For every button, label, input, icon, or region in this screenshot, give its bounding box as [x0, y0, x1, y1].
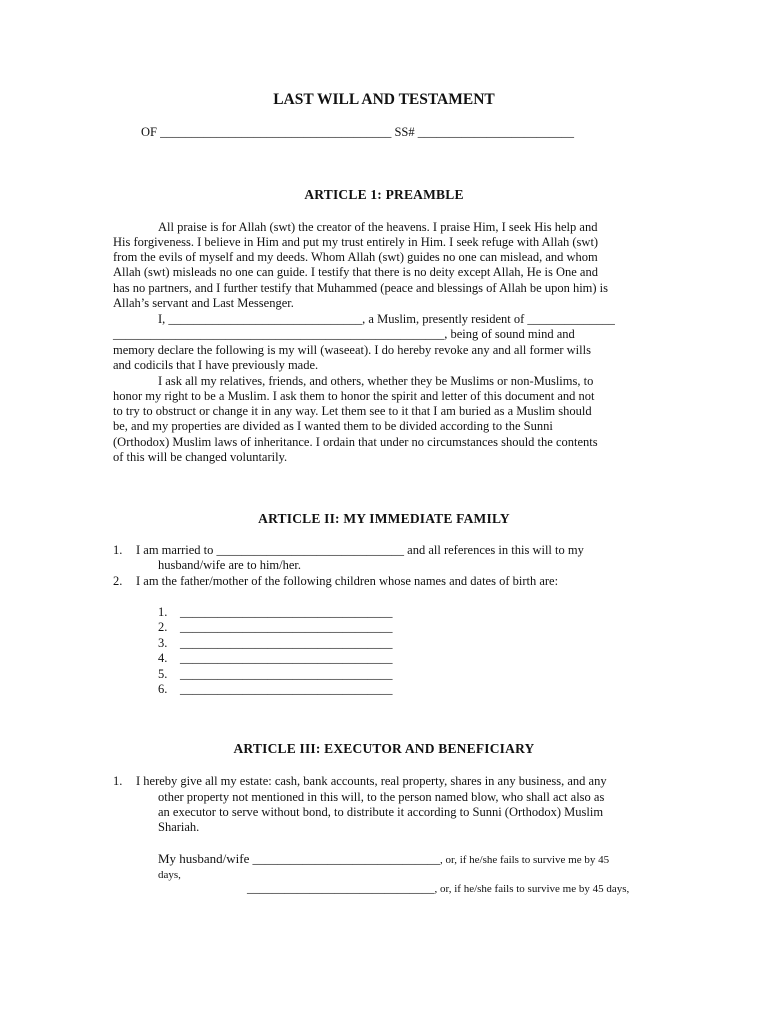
alternate-blank: ______________________________	[247, 881, 435, 895]
article2-item-text: I am married to ______________________________ and all references in this will to my	[136, 543, 584, 557]
article3-line: Shariah.	[158, 820, 200, 834]
article1-line: Allah (swt) misleads no one can guide. I testify that there is no deity except Allah, He is One and	[113, 265, 598, 279]
article3-line: an executor to serve without bond, to distribute it according to Sunni (Orthodox) Muslim	[158, 805, 604, 819]
article1-line: honor my right to be a Muslim. I ask them to honor the spirit and letter of this document and not	[113, 389, 595, 403]
article1-line: memory declare the following is my will (waseeat). I do hereby revoke any and all former wills	[113, 343, 591, 357]
child-entry-6	[158, 682, 393, 697]
article1-line: All praise is for Allah (swt) the creator of the heavens. I praise Him, I seek His help and	[158, 220, 598, 234]
child-entry-1	[158, 605, 393, 620]
child-number: 2.	[158, 620, 168, 634]
article1-line: I, _______________________________, a Muslim, presently resident of ______________	[158, 312, 615, 326]
child-number: 5.	[158, 667, 168, 681]
document-title: LAST WILL AND TESTAMENT	[273, 91, 495, 108]
article2-item-text: I am the father/mother of the following children whose names and dates of birth are:	[136, 574, 559, 588]
article1-line: His forgiveness. I believe in Him and put my trust entirely in Him. I seek refuge with Allah (swt)	[113, 235, 599, 249]
article1-line: of this will be changed voluntarily.	[113, 450, 288, 464]
article1-line: and codicils that I have previously made.	[113, 358, 319, 372]
spouse-line	[158, 851, 609, 868]
article3-heading: ARTICLE III: EXECUTOR AND BENEFICIARY	[233, 741, 535, 756]
ss-blank: _________________________	[417, 125, 575, 139]
article2-item-number: 1.	[113, 543, 123, 557]
child-blank: __________________________________	[180, 682, 393, 696]
child-entry-4	[158, 651, 393, 666]
child-blank: __________________________________	[180, 605, 393, 619]
article1-line: Allah’s servant and Last Messenger.	[113, 296, 294, 310]
alternate-tail: , or, if he/she fails to survive me by 45 days,	[434, 883, 630, 895]
article1-line: I ask all my relatives, friends, and others, whether they be Muslims or non-Muslims, to	[158, 374, 594, 388]
article2-item-number: 2.	[113, 574, 123, 588]
child-number: 6.	[158, 682, 168, 696]
article1-line: from the evils of myself and my deeds. Whom Allah (swt) guides no one can mislead, and whom	[113, 250, 598, 264]
article1-line: (Orthodox) Muslim laws of inheritance. I ordain that under no circumstances should the contents	[113, 435, 598, 449]
spouse-label: My husband/wife	[158, 851, 250, 866]
child-entry-5	[158, 667, 393, 682]
days-label: days,	[158, 869, 181, 881]
article2-heading: ARTICLE II: MY IMMEDIATE FAMILY	[258, 511, 510, 526]
article2-item-text: husband/wife are to him/her.	[158, 558, 302, 572]
child-entry-2	[158, 620, 393, 635]
article1-line: be, and my properties are divided as I wanted them to be divided according to the Sunni	[113, 419, 553, 433]
child-number: 3.	[158, 636, 168, 650]
child-blank: __________________________________	[180, 620, 393, 634]
article1-line: to try to obstruct or change it in any way. Let them see to it that I am buried as a Muslim should	[113, 404, 592, 418]
child-blank: __________________________________	[180, 636, 393, 650]
name-blank: _____________________________________	[160, 125, 392, 139]
spouse-blank: ______________________________	[252, 852, 440, 866]
article3-line: I hereby give all my estate: cash, bank accounts, real property, shares in any business, and any	[136, 774, 607, 788]
child-blank: __________________________________	[180, 667, 393, 681]
article1-line: has no partners, and I further testify that Muhammed (peace and blessings of Allah be upon him) is	[113, 281, 609, 295]
article3-item-number: 1.	[113, 774, 123, 788]
ss-label: SS#	[394, 125, 415, 139]
alternate-line	[247, 881, 629, 897]
article1-heading: ARTICLE 1: PREAMBLE	[304, 187, 464, 202]
child-entry-3	[158, 636, 393, 651]
spouse-tail: , or, if he/she fails to survive me by 45	[439, 854, 610, 866]
child-number: 4.	[158, 651, 168, 665]
of-label: OF	[141, 125, 157, 139]
article1-line: _____________________________________________________, being of sound mind and	[113, 327, 575, 341]
article3-line: other property not mentioned in this will, to the person named blow, who shall act also as	[158, 790, 605, 804]
of-line	[141, 125, 574, 140]
child-number: 1.	[158, 605, 168, 619]
child-blank: __________________________________	[180, 651, 393, 665]
